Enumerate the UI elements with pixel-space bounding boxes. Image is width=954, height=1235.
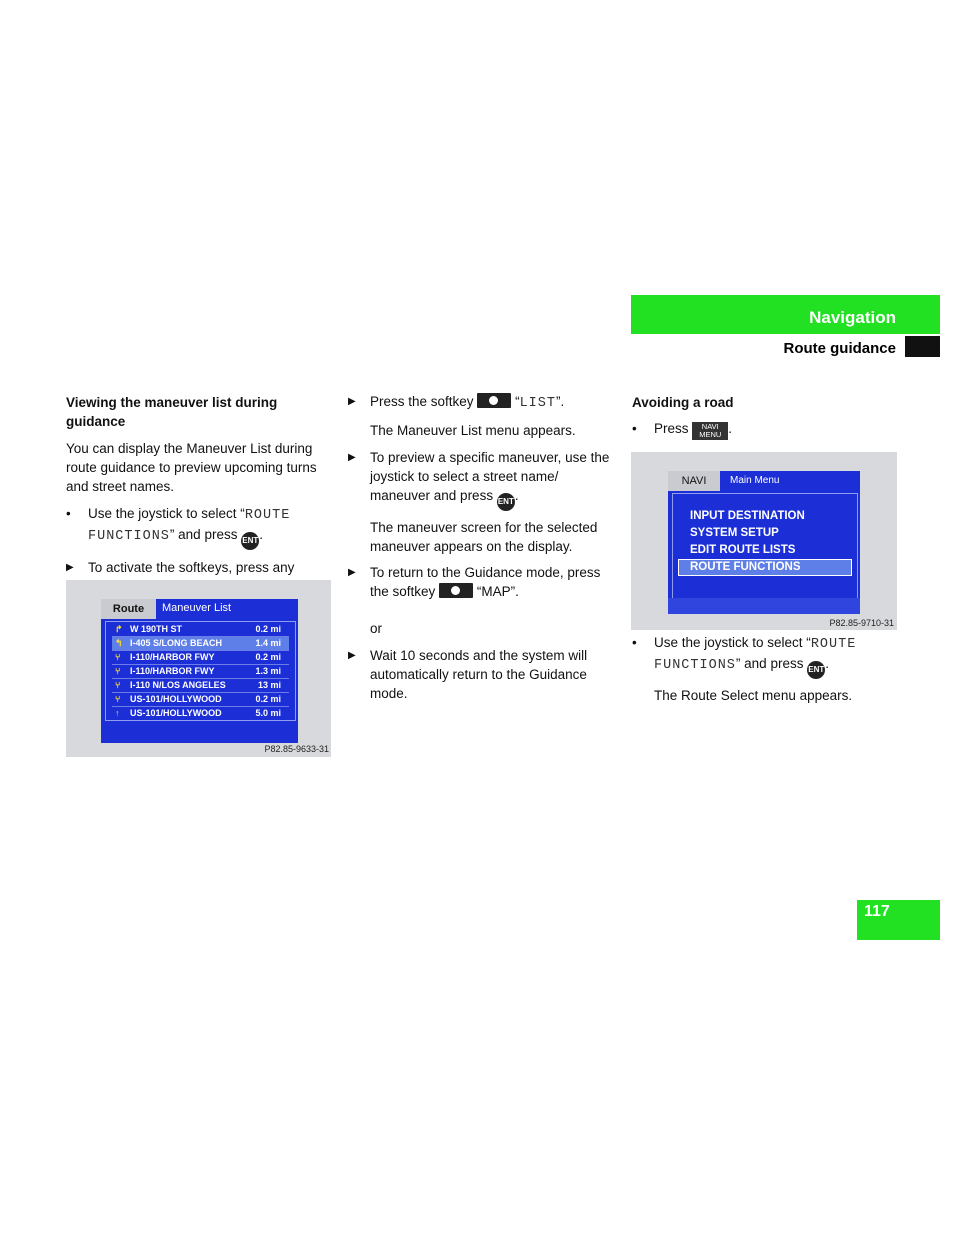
display-status-strip <box>668 598 860 614</box>
result-maneuver-list: The Maneuver List menu appears. <box>370 423 576 438</box>
ent-button-icon: ENT <box>497 493 515 511</box>
softkey-icon <box>439 583 473 598</box>
figure-caption: P82.85-9710-31 <box>829 618 894 628</box>
result-route-select: The Route Select menu appears. <box>654 688 853 703</box>
bullet-dot: • <box>632 635 637 650</box>
heading-avoiding-road: Avoiding a road <box>632 395 734 410</box>
list-item: ⑂ I-110 N/LOS ANGELES 13 mi <box>112 679 289 693</box>
column-1 <box>66 393 334 596</box>
bullet-press-navi: • Press NAVI MENU . <box>632 421 733 439</box>
menu-item-route-functions: ROUTE FUNCTIONS <box>690 561 801 573</box>
list-item: ⑂ I-110/HARBOR FWY 0.2 mi <box>112 651 289 665</box>
menu-item-system-setup: SYSTEM SETUP <box>690 527 779 539</box>
ent-button-icon: ENT <box>807 661 825 679</box>
triangle-icon: ▶ <box>348 650 356 661</box>
step-press-list-softkey: ▶ Press the softkey “LIST”. <box>348 394 565 411</box>
main-menu-screenshot <box>631 452 897 630</box>
tab-maneuver-list: Maneuver List <box>162 602 232 614</box>
list-item: ⑂ US-101/HOLLYWOOD 0.2 mi <box>112 693 289 707</box>
triangle-icon: ▶ <box>348 567 356 578</box>
turn-arrow-icon: ↰ <box>115 638 123 648</box>
navi-menu-key-icon: NAVI MENU <box>692 422 728 440</box>
step-preview-maneuver: ▶ To preview a specific maneuver, use the joystick to select a street name/ maneuver and press ENT. <box>348 448 614 511</box>
section-title: Navigation <box>809 308 896 327</box>
bullet-dot: • <box>632 421 637 436</box>
menu-item-input-destination: INPUT DESTINATION <box>690 510 805 522</box>
step-return-guidance: ▶ To return to the Guidance mode, press the softkey “MAP”. <box>348 565 601 599</box>
step-wait: ▶ Wait 10 seconds and the system will automatically return to the Guidance mode. <box>348 648 588 701</box>
maneuver-list-screenshot <box>66 580 331 757</box>
bullet-dot: • <box>66 506 71 521</box>
tab-navi: NAVI <box>668 471 720 491</box>
page-number: 117 <box>864 903 890 920</box>
subsection-title: Route guidance <box>783 340 896 357</box>
tab-route: Route <box>101 599 156 619</box>
step-activate-softkeys: ▶ To activate the softkeys, press any <box>66 560 295 575</box>
straight-arrow-icon: ↑ <box>115 708 120 718</box>
triangle-icon: ▶ <box>348 452 356 463</box>
softkey-icon <box>477 393 511 408</box>
bullet-select-route-functions: • Use the joystick to select “ROUTE FUNCTIONS” and press ENT. <box>66 504 334 550</box>
triangle-icon: ▶ <box>348 396 356 407</box>
or-text: or <box>370 621 383 636</box>
list-item: ↑ US-101/HOLLYWOOD 5.0 mi <box>115 708 281 718</box>
tab-main-menu: Main Menu <box>730 475 780 486</box>
fork-arrow-icon: ⑂ <box>115 694 121 704</box>
list-item-selected: ↰ I-405 S/LONG BEACH 1.4 mi <box>112 637 289 651</box>
intro-text: You can display the Maneuver List during route guidance to preview upcoming turns and street names. <box>66 441 317 494</box>
maneuver-list-table <box>105 621 296 721</box>
figure-caption: P82.85-9633-31 <box>264 744 329 754</box>
triangle-icon: ▶ <box>66 562 74 573</box>
subsection-marker <box>905 336 940 357</box>
fork-arrow-icon: ⑂ <box>115 652 121 662</box>
result-maneuver-screen: The maneuver screen for the selected maneuver appears on the display. <box>370 520 598 554</box>
column-3 <box>632 393 902 440</box>
menu-item-edit-route-lists: EDIT ROUTE LISTS <box>690 544 796 556</box>
fork-arrow-icon: ⑂ <box>115 666 121 676</box>
ent-button-icon: ENT <box>241 532 259 550</box>
main-menu-display <box>668 471 860 614</box>
maneuver-list-display <box>101 599 298 743</box>
bullet-select-route-functions-2: • Use the joystick to select “ROUTE FUNCTIONS” and press ENT. <box>632 633 902 679</box>
column-2 <box>348 392 614 703</box>
column-3-lower <box>632 633 902 705</box>
heading-maneuver-list: Viewing the maneuver list during guidance <box>66 395 278 429</box>
turn-arrow-icon: ↱ <box>115 624 123 634</box>
list-item: ↱ W 190TH ST 0.2 mi <box>112 623 289 637</box>
list-item: ⑂ I-110/HARBOR FWY 1.3 mi <box>112 665 289 679</box>
fork-arrow-icon: ⑂ <box>115 680 121 690</box>
